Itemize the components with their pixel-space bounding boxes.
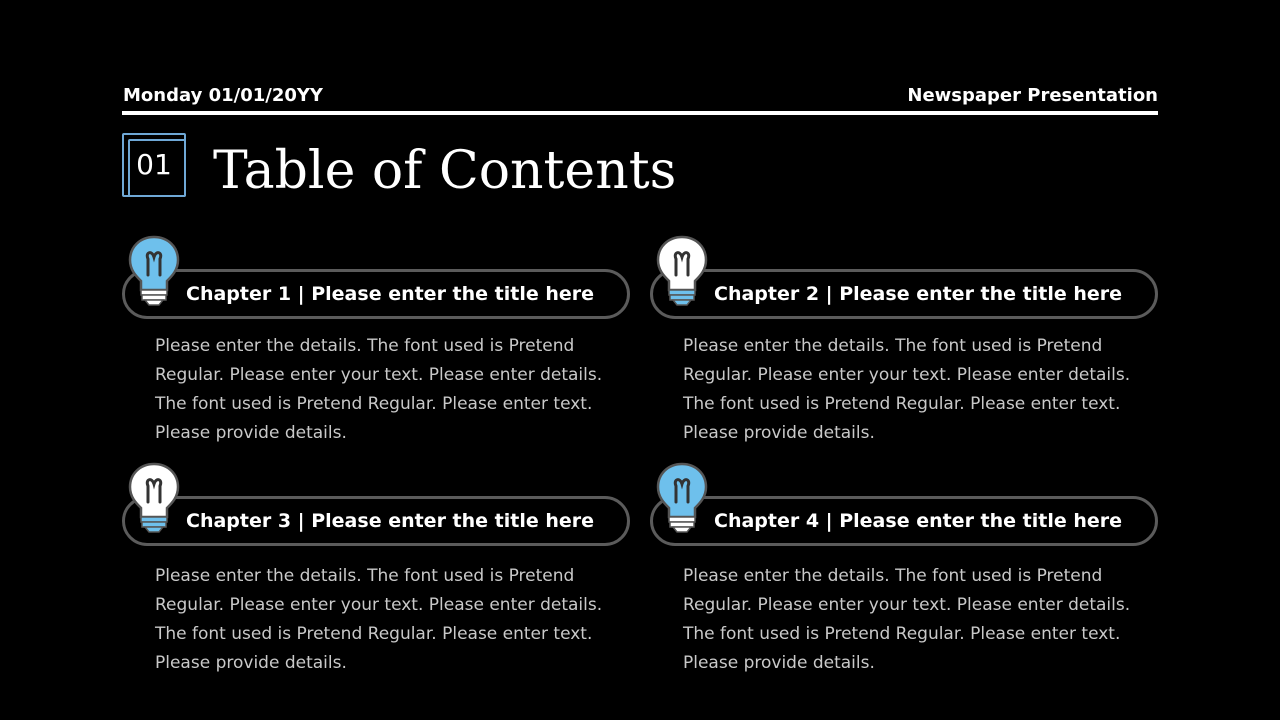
header-presentation-title: Newspaper Presentation [907, 85, 1158, 106]
section-number-badge [122, 133, 192, 203]
chapter-title: Chapter 1 | Please enter the title here [186, 283, 595, 305]
chapter-details: Please enter the details. The font used is Pretend Regular. Please enter your text. Please enter details. The font used is Pretend Regular. Please enter text. Please provide details. [155, 336, 603, 443]
chapter-card-4[interactable] [650, 462, 1158, 682]
chapter-title: Chapter 2 | Please enter the title here [714, 283, 1123, 305]
lightbulb-icon [656, 235, 708, 307]
header-divider [122, 111, 1158, 115]
chapter-title: Chapter 4 | Please enter the title here [714, 510, 1123, 532]
lightbulb-icon [128, 235, 180, 307]
chapter-card-3[interactable] [122, 462, 630, 682]
header-date: Monday 01/01/20YY [123, 85, 323, 106]
page-title: Table of Contents [213, 141, 677, 201]
chapter-details: Please enter the details. The font used is Pretend Regular. Please enter your text. Please enter details. The font used is Pretend Regular. Please enter text. Please provide details. [683, 566, 1131, 673]
chapter-title: Chapter 3 | Please enter the title here [186, 510, 595, 532]
section-number: 01 [122, 133, 186, 197]
lightbulb-icon [656, 462, 708, 534]
chapter-details: Please enter the details. The font used is Pretend Regular. Please enter your text. Please enter details. The font used is Pretend Regular. Please enter text. Please provide details. [683, 336, 1131, 443]
lightbulb-icon [128, 462, 180, 534]
chapter-card-2[interactable] [650, 235, 1158, 450]
chapter-details: Please enter the details. The font used is Pretend Regular. Please enter your text. Please enter details. The font used is Pretend Regular. Please enter text. Please provide details. [155, 566, 603, 673]
chapter-card-1[interactable] [122, 235, 630, 450]
